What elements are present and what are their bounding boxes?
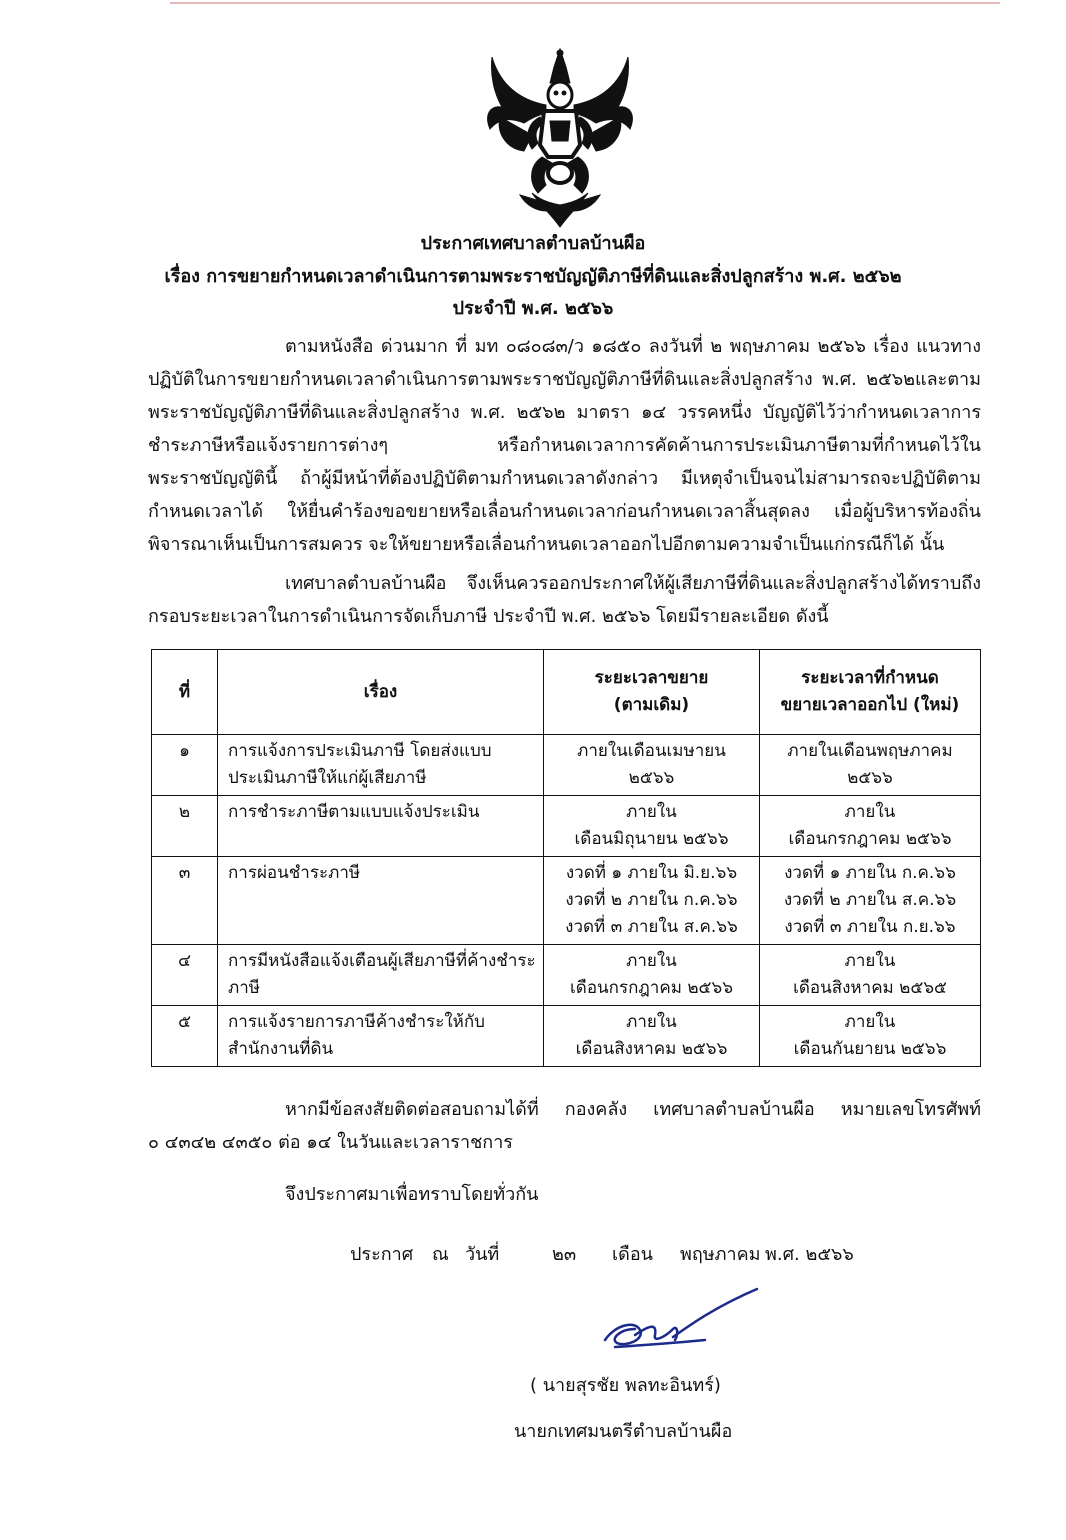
- row-new: [760, 735, 981, 796]
- row-new: [760, 1006, 981, 1067]
- date-day: ๒๓: [552, 1244, 577, 1265]
- row-new-line: งวดที่ ๒ ภายใน ส.ค.๖๖: [783, 890, 957, 910]
- row-original-line: ภายใน: [626, 951, 677, 971]
- row-new-line: ภายใน: [844, 1012, 896, 1032]
- row-subject-line: การแจ้งการประเมินภาษี โดยส่งแบบ: [228, 741, 492, 761]
- row-original-line: เดือนสิงหาคม ๒๕๖๖: [575, 1039, 728, 1059]
- row-original: [544, 796, 760, 857]
- date-day-label: วันที่: [465, 1244, 500, 1265]
- table-row: [152, 945, 981, 1006]
- row-new-line: ภายใน: [844, 802, 896, 822]
- header-new-period: [760, 650, 981, 735]
- header-original-period: [544, 650, 760, 735]
- contact-line: ๐ ๔๓๔๒ ๔๓๕๐ ต่อ ๑๔ ในวันและเวลาราชการ: [148, 1132, 513, 1153]
- contact-line: หากมีข้อสงสัยติดต่อสอบถามได้ที่ กองคลัง เทศบาลตำบลบ้านผือ หมายเลขโทรศัพท์: [285, 1099, 981, 1120]
- row-original-line: ภายใน: [626, 1012, 677, 1032]
- row-original: [544, 1006, 760, 1067]
- header-no: ที่: [152, 650, 218, 735]
- table-header-row: [152, 650, 981, 735]
- para2-line: เทศบาลตำบลบ้านผือ จึงเห็นควรออกประกาศให้ผู้เสียภาษีที่ดินและสิ่งปลูกสร้างได้ทราบถึง: [285, 573, 981, 594]
- row-subject: [218, 735, 544, 796]
- row-new-line: เดือนกันยายน ๒๕๖๖: [793, 1039, 947, 1059]
- row-no: ๑: [152, 735, 218, 796]
- para2-line: กรอบระยะเวลาในการดำเนินการจัดเก็บภาษี ประจำปี พ.ศ. ๒๕๖๖ โดยมีรายละเอียด ดังนี้: [148, 606, 829, 627]
- table-row: [152, 857, 981, 945]
- announce-text: จึงประกาศมาเพื่อทราบโดยทั่วกัน: [285, 1184, 539, 1205]
- row-no: ๔: [152, 945, 218, 1006]
- row-subject-line: การมีหนังสือแจ้งเตือนผู้เสียภาษีที่ค้างชำระ: [228, 951, 536, 971]
- para1-line: กำหนดเวลาได้ ให้ยื่นคำร้องขอขยายหรือเลื่อนกำหนดเวลาก่อนกำหนดเวลาสิ้นสุดลง เมื่อผู้บริหารท้องถิ่น: [148, 501, 981, 522]
- date-prefix: ประกาศ: [350, 1244, 414, 1265]
- row-new-line: ๒๕๖๖: [847, 768, 893, 788]
- para1-line: พิจารณาเห็นเป็นการสมควร จะให้ขยายหรือเลื่อนกำหนดเวลาออกไปอีกตามความจำเป็นแก่กรณีก็ได้ นั้น: [148, 534, 945, 555]
- row-subject-line: ประเมินภาษีให้แก่ผู้เสียภาษี: [228, 768, 427, 788]
- row-original-line: ภายในเดือนเมษายน: [577, 741, 726, 761]
- row-original-line: ๒๕๖๖: [628, 768, 675, 788]
- row-subject: [218, 945, 544, 1006]
- signer-name: ( นายสุรชัย พลทะอินทร์): [530, 1375, 721, 1396]
- row-original-line: งวดที่ ๒ ภายใน ก.ค.๖๖: [565, 890, 738, 910]
- row-new: [760, 857, 981, 945]
- doc-year: ประจำปี พ.ศ. ๒๕๖๖: [452, 298, 614, 319]
- row-new-line: ภายใน: [844, 951, 896, 971]
- signature: [595, 1285, 765, 1360]
- para1-line: พระราชบัญญัตินี้ ถ้าผู้มีหน้าที่ต้องปฏิบัติตามกำหนดเวลาดังกล่าว มีเหตุจำเป็นจนไม่สามารถจะปฏิบัติตาม: [148, 468, 981, 489]
- top-edge-line: [170, 2, 1000, 4]
- row-new-line: เดือนสิงหาคม ๒๕๖๕: [793, 978, 947, 998]
- schedule-table: [151, 649, 981, 1067]
- row-original-line: เดือนกรกฎาคม ๒๕๖๖: [570, 978, 733, 998]
- row-no: ๕: [152, 1006, 218, 1067]
- garuda-emblem-icon: [480, 45, 640, 230]
- row-subject: [218, 796, 544, 857]
- row-original-line: งวดที่ ๓ ภายใน ส.ค.๖๖: [565, 917, 738, 937]
- doc-subject: เรื่อง การขยายกำหนดเวลาดำเนินการตามพระราชบัญญัติภาษีที่ดินและสิ่งปลูกสร้าง พ.ศ. ๒๕๖๒: [164, 266, 902, 287]
- header-new-line: ระยะเวลาที่กำหนด: [801, 668, 939, 688]
- row-original: [544, 945, 760, 1006]
- para1-line: พระราชบัญญัติภาษีที่ดินและสิ่งปลูกสร้าง พ.ศ. ๒๕๖๒ มาตรา ๑๔ วรรคหนึ่ง บัญญัติไว้ว่ากำหนดเวลาการ: [148, 402, 981, 423]
- row-new-line: งวดที่ ๓ ภายใน ก.ย.๖๖: [784, 917, 956, 937]
- table-row: [152, 1006, 981, 1067]
- date-month-label: เดือน: [612, 1244, 653, 1265]
- date-month: พฤษภาคม: [680, 1244, 761, 1265]
- row-subject: [218, 857, 544, 945]
- signer-position: นายกเทศมนตรีตำบลบ้านผือ: [514, 1421, 733, 1442]
- table-row: [152, 735, 981, 796]
- row-subject-line: ภาษี: [228, 978, 260, 998]
- row-original: [544, 857, 760, 945]
- header-original-line: ระยะเวลาขยาย: [594, 668, 709, 688]
- row-original: [544, 735, 760, 796]
- row-new-line: งวดที่ ๑ ภายใน ก.ค.๖๖: [784, 863, 956, 883]
- row-no: ๓: [152, 857, 218, 945]
- header-subject: เรื่อง: [218, 650, 544, 735]
- date-year: พ.ศ. ๒๕๖๖: [765, 1244, 854, 1265]
- header-new-line: ขยายเวลาออกไป (ใหม่): [780, 695, 960, 715]
- row-original-line: งวดที่ ๑ ภายใน มิ.ย.๖๖: [565, 863, 738, 883]
- row-new-line: ภายในเดือนพฤษภาคม: [787, 741, 953, 761]
- row-new-line: เดือนกรกฎาคม ๒๕๖๖: [788, 829, 952, 849]
- table-row: [152, 796, 981, 857]
- doc-title: ประกาศเทศบาลตำบลบ้านผือ: [420, 233, 646, 254]
- para1-line: ชำระภาษีหรือแจ้งรายการต่างๆ หรือกำหนดเวลาการคัดค้านการประเมินภาษีตามที่กำหนดไว้ใน: [148, 435, 981, 456]
- row-subject-line: การผ่อนชำระภาษี: [228, 863, 361, 883]
- row-new: [760, 796, 981, 857]
- row-subject-line: การชำระภาษีตามแบบแจ้งประเมิน: [228, 802, 480, 822]
- para1-line: ตามหนังสือ ด่วนมาก ที่ มท ๐๘๐๘๓/ว ๑๘๕๐ ลงวันที่ ๒ พฤษภาคม ๒๕๖๖ เรื่อง แนวทาง: [285, 336, 981, 357]
- row-original-line: ภายใน: [626, 802, 677, 822]
- date-at: ณ: [432, 1244, 449, 1265]
- row-no: ๒: [152, 796, 218, 857]
- row-subject-line: การแจ้งรายการภาษีค้างชำระให้กับ: [228, 1012, 485, 1032]
- row-subject: [218, 1006, 544, 1067]
- row-subject-line: สำนักงานที่ดิน: [228, 1039, 334, 1059]
- para1-line: ปฏิบัติในการขยายกำหนดเวลาดำเนินการตามพระราชบัญญัติภาษีที่ดินและสิ่งปลูกสร้าง พ.ศ. ๒๕๖๒และตาม: [148, 369, 981, 390]
- row-original-line: เดือนมิถุนายน ๒๕๖๖: [574, 829, 729, 849]
- header-original-line: (ตามเดิม): [613, 695, 690, 715]
- row-new: [760, 945, 981, 1006]
